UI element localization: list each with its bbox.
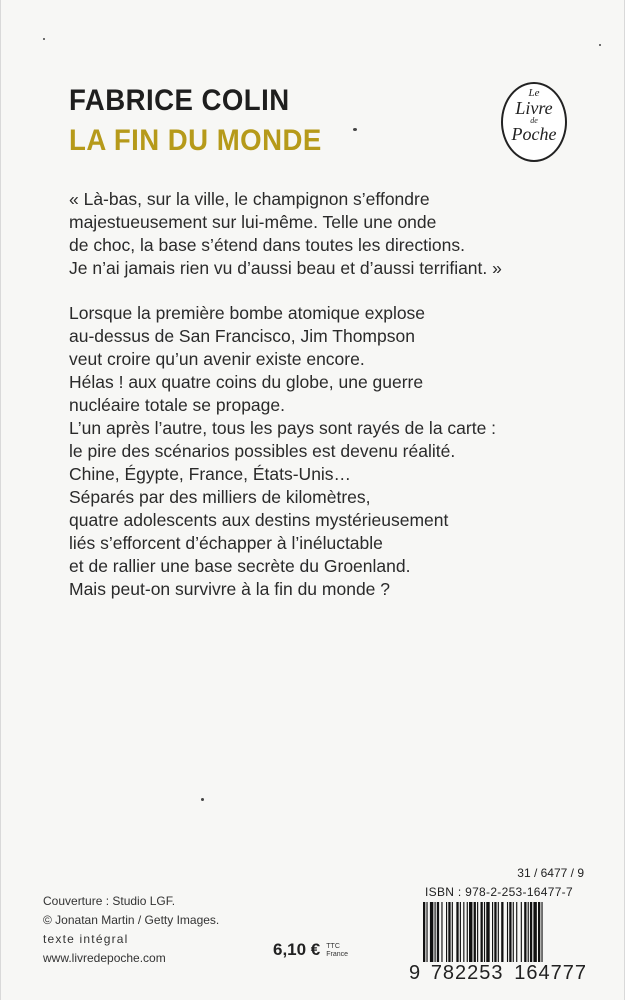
synopsis-line: L’un après l’autre, tous les pays sont rayés de la carte :: [69, 418, 497, 438]
livre-de-poche-logo: [501, 82, 567, 162]
price-ttc: TTC: [326, 943, 340, 950]
price-amount: 6,10 €: [273, 940, 321, 959]
integral-text-note: texte intégral: [43, 932, 129, 946]
cover-credit: Couverture : Studio LGF.: [43, 894, 176, 908]
synopsis-line: veut croire qu’un avenir existe encore.: [69, 349, 365, 369]
logo-poche: Poche: [511, 124, 557, 144]
print-speck: [599, 44, 601, 46]
photo-credit: © Jonatan Martin / Getty Images.: [43, 913, 220, 927]
synopsis-line: Mais peut-on survivre à la fin du monde ?: [69, 579, 390, 599]
synopsis-line: Séparés par des milliers de kilomètres,: [69, 487, 371, 507]
barcode-digits: [409, 962, 587, 985]
quote-line: « Là-bas, sur la ville, le champignon s’effondre: [69, 189, 430, 209]
author-name: FABRICE COLIN: [69, 84, 290, 117]
website-link[interactable]: www.livredepoche.com: [43, 951, 166, 965]
synopsis-line: Lorsque la première bombe atomique explose: [69, 303, 426, 323]
quote-line: de choc, la base s’étend dans toutes les directions.: [69, 235, 465, 255]
credits: [43, 892, 219, 968]
synopsis-line: Hélas ! aux quatre coins du globe, une guerre: [69, 372, 424, 392]
synopsis-line: nucléaire totale se propage.: [69, 395, 285, 415]
price: [273, 940, 348, 960]
barcode-right-group: 164777: [514, 962, 587, 984]
price-country: France: [326, 951, 349, 958]
quote-line: Je n’ai jamais rien vu d’aussi beau et d’aussi terrifiant. »: [69, 258, 502, 278]
synopsis: [69, 302, 496, 601]
synopsis-line: liés s’efforcent d’échapper à l’inéluctable: [69, 533, 383, 553]
logo-le: Le: [528, 87, 540, 99]
book-title: LA FIN DU MONDE: [69, 124, 322, 157]
synopsis-line: quatre adolescents aux destins mystérieusement: [69, 510, 449, 530]
barcode-first-digit: 9: [409, 962, 421, 984]
excerpt-quote: [69, 188, 502, 280]
synopsis-line: et de rallier une base secrète du Groenland.: [69, 556, 411, 576]
quote-line: majestueusement sur lui-même. Telle une onde: [69, 212, 437, 232]
catalog-number: 31 / 6477 / 9: [517, 866, 584, 880]
print-speck: [43, 38, 45, 40]
synopsis-line: Chine, Égypte, France, États-Unis…: [69, 464, 352, 484]
synopsis-line: au-dessus de San Francisco, Jim Thompson: [69, 326, 415, 346]
barcode-left-group: 782253: [430, 962, 504, 984]
barcode-icon: [409, 902, 587, 964]
print-speck: [353, 128, 357, 131]
isbn: ISBN : 978-2-253-16477-7: [425, 885, 573, 899]
logo-livre: Livre: [515, 98, 553, 118]
print-speck: [201, 798, 204, 801]
logo-de: de: [530, 116, 538, 125]
price-tax-note: [326, 943, 348, 959]
synopsis-line: le pire des scénarios possibles est devenu réalité.: [69, 441, 456, 461]
